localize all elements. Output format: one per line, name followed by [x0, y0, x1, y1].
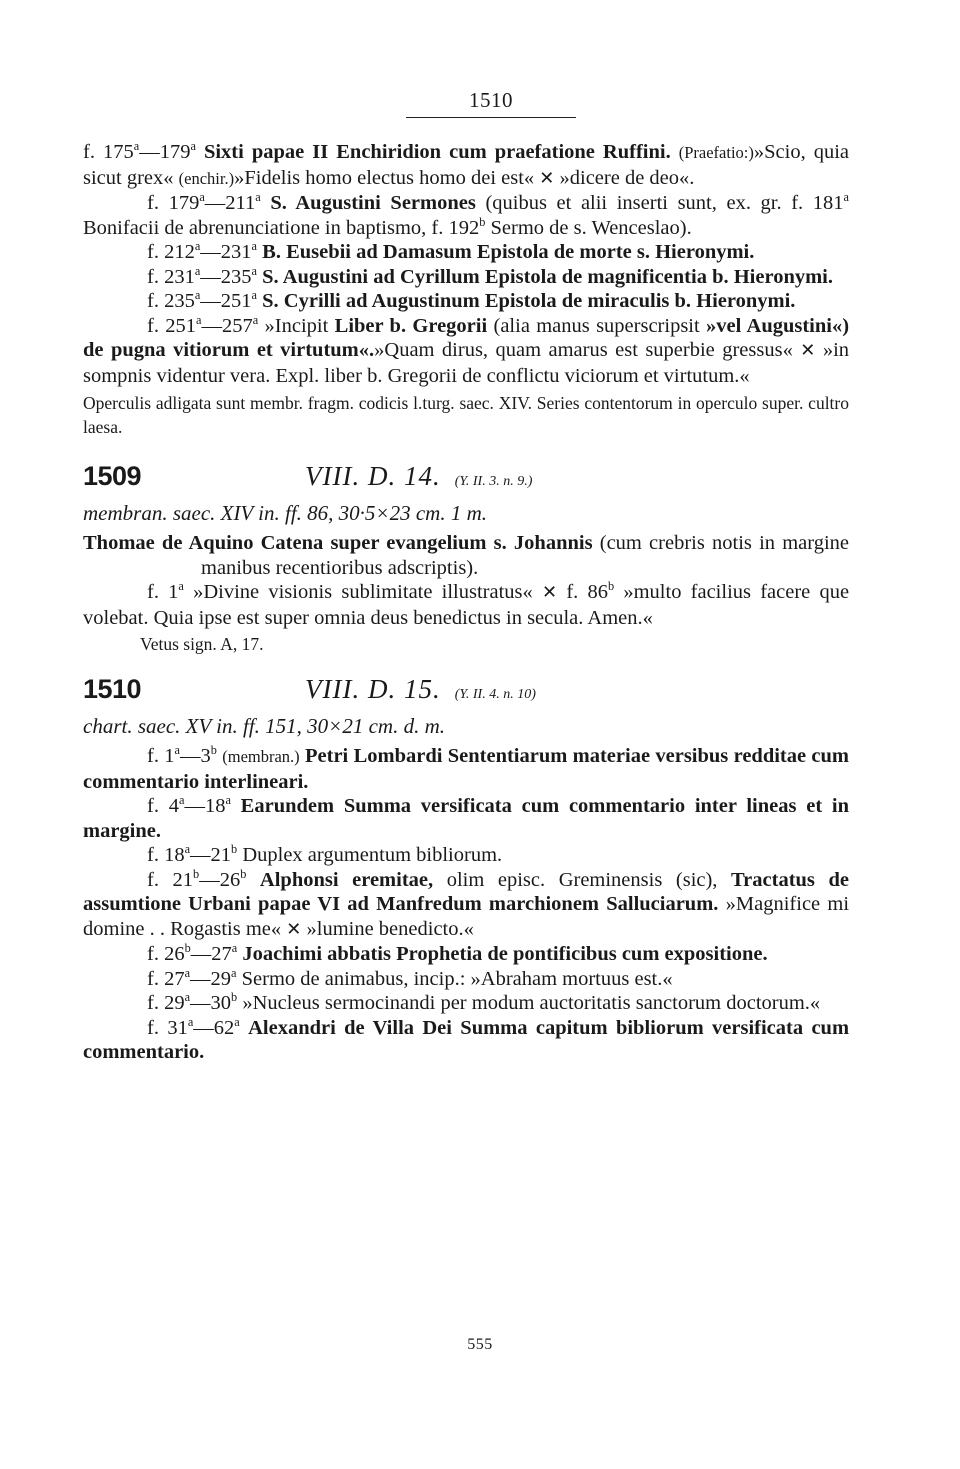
work-title: S. Augustini ad Cyrillum Epistola de magnificentia b. Hieronymi.	[262, 265, 833, 288]
work-title: B. Eusebii ad Damasum Epistola de morte s. Hieronymi.	[262, 241, 755, 263]
work-title: Earundem Summa versificata cum commentario inter lineas et in margine.	[83, 795, 850, 842]
folio-entry: f. 235$^a$—251$^a$ S. Cyrilli ad Augustinum Epistola de miraculis b. Hieronymi.	[147, 288, 796, 312]
folio-entry: f. 31$^a$—62$^a$ Alexandri de Villa Dei Summa capitum bibliorum versificata cum commentario.	[83, 1014, 850, 1063]
physical-description: membran. saec. XIV in. ff. 86, 30·5×23 cm. 1 m.	[83, 501, 487, 525]
header-page-label: 1510	[469, 88, 513, 112]
work-title: S. Cyrilli ad Augustinum Epistola de miraculis b. Hieronymi.	[262, 290, 796, 312]
folio-entry: f. 251$^a$—257$^a$ »Incipit Liber b. Gregorii (alia manus superscripsit »vel Augustini«) de pugna vitiorum et virtutum«.»Quam dirus, quam amarus est superbie gressus« ✕ »in sompnis videntur vera. Expl. liber b. Gregorii de conflictu viciorum et virtutum.«	[83, 312, 850, 387]
entry-header-1509	[83, 461, 849, 499]
folio-entry: f. 4$^a$—18$^a$ Earundem Summa versificata cum commentario inter lineas et in margine.	[83, 793, 850, 842]
work-title: Joachimi abbatis Prophetia de pontificibus cum expositione.	[242, 943, 768, 965]
catalog-page	[83, 88, 849, 1065]
shelfmark: VIII. D. 15.	[305, 674, 441, 704]
folio-entry: f. 175$^a$—179$^a$ Sixti papae II Enchiridion cum praefatione Ruffini. (Praefatio:)»Scio, quia sicut grex« (enchir.)»Fidelis homo electus homo dei est« ✕ »dicere de deo«.	[83, 139, 850, 189]
page-number: 555	[467, 1336, 493, 1353]
entry-number: 1510	[83, 674, 142, 704]
physical-description: chart. saec. XV in. ff. 151, 30×21 cm. d. m.	[83, 714, 445, 738]
work-title: Liber b. Gregorii	[334, 314, 488, 337]
cross-symbol: ✕	[539, 167, 555, 189]
work-title: S. Augustini Sermones	[270, 192, 476, 214]
running-header	[133, 88, 849, 113]
folio-entry: f. 29$^a$—30$^b$ »Nucleus sermocinandi per modum auctoritatis sanctorum doctorum.«	[147, 990, 821, 1014]
folio-entry: f. 21$^b$—26$^b$ Alphonsi eremitae, olim episc. Greminensis (sic), Tractatus de assumtione Urbani papae VI ad Manfredum marchionem Salluciarum. »Magnifice mi domine . . Rogastis me« ✕ »lumine benedicto.«	[83, 866, 850, 940]
folio-entry: f. 1$^a$—3$^b$ (membran.) Petri Lombardi Sententiarum materiae versibus redditae cum commentario interlineari.	[83, 743, 849, 793]
cross-symbol: ✕	[286, 918, 302, 940]
work-title-2: »vel Augustini«) de pugna vitiorum et virtutum«.	[83, 314, 850, 361]
folio-entry: f. 27$^a$—29$^a$ Sermo de animabus, incip.: »Abraham mortuus est.«	[147, 965, 673, 990]
folio-entry: f. 1$^a$ »Divine visionis sublimitate illustratus« ✕ f. 86$^b$ »multo facilius facere que volebat. Quia ipse est super omnia deus benedictus in secula. Amen.«	[83, 579, 850, 629]
old-shelfmark: (Y. II. 3. n. 9.)	[454, 474, 533, 489]
cross-symbol: ✕	[542, 582, 558, 603]
folio-entry: f. 179$^a$—211$^a$ S. Augustini Sermones (quibus et alii inserti sunt, ex. gr. f. 181$^a$ Bonifacii de abrenunciatione in baptismo, f. 192$^b$ Sermo de s. Wenceslao).	[83, 190, 850, 239]
cross-symbol: ✕	[800, 340, 816, 361]
work-title-2: Tractatus de assumtione Urbani papae VI ad Manfredum marchionem Salluciarum.	[83, 868, 849, 915]
old-signature-note: Vetus sign. A, 17.	[140, 634, 264, 654]
folio-entry: f. 18$^a$—21$^b$ Duplex argumentum bibliorum.	[147, 842, 503, 866]
work-entry: Thomae de Aquino Catena super evangelium s. Johannis (cum crebris notis in margine manibus recentioribus adscriptis).	[83, 532, 849, 579]
work-title: Sixti papae II Enchiridion cum praefatione Ruffini.	[203, 141, 671, 163]
work-title: Thomae de Aquino Catena super evangelium s. Johannis	[83, 532, 593, 554]
work-title: Alexandri de Villa Dei Summa capitum bibliorum versificata cum commentario.	[83, 1016, 850, 1063]
entry-number: 1509	[83, 461, 142, 491]
header-rule	[406, 117, 576, 118]
shelfmark: VIII. D. 14.	[305, 461, 441, 491]
folio-entry: f. 231$^a$—235$^a$ S. Augustini ad Cyrillum Epistola de magnificentia b. Hieronymi.	[147, 263, 833, 288]
work-title: Petri Lombardi Sententiarum materiae versibus redditae cum commentario interlineari.	[83, 745, 849, 793]
old-shelfmark: (Y. II. 4. n. 10)	[454, 687, 536, 702]
entry-header-1510	[83, 674, 849, 712]
binding-note: Operculis adligata sunt membr. fragm. codicis l.turg. saec. XIV. Series contentorum in operculo super. cultro laesa.	[83, 393, 849, 437]
folio-entry: f. 212$^a$—231$^a$ B. Eusebii ad Damasum Epistola de morte s. Hieronymi.	[147, 239, 755, 263]
work-title: Alphonsi eremitae,	[259, 868, 434, 891]
folio-entry: f. 26$^b$—27$^a$ Joachimi abbatis Prophetia de pontificibus cum expositione.	[147, 941, 768, 965]
